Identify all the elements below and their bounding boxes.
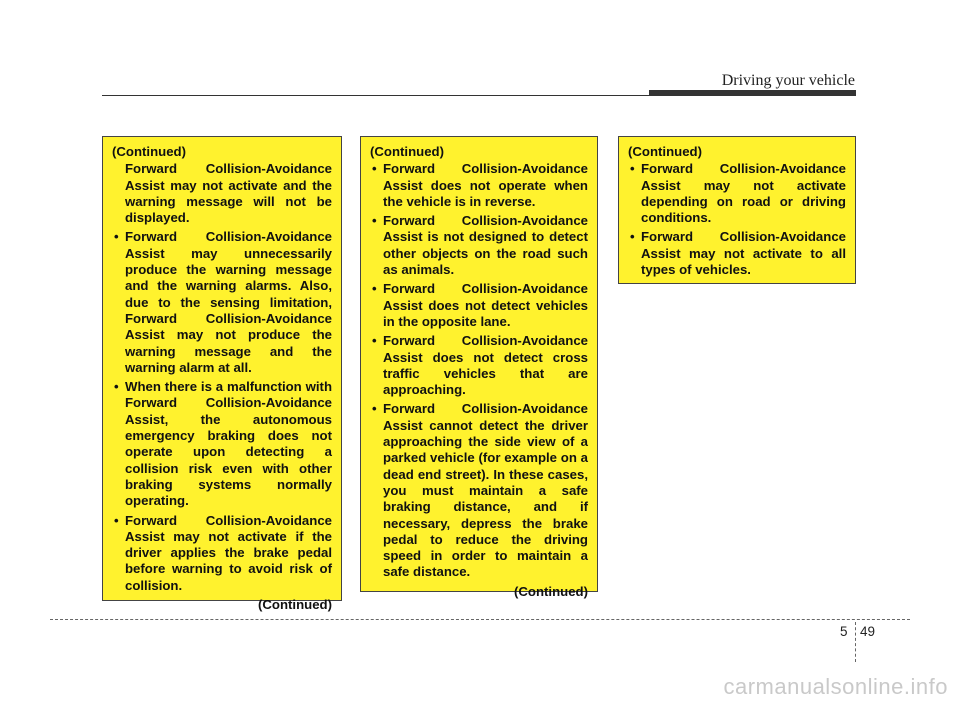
continued-label: (Continued) [628,144,702,159]
watermark: carmanualsonline.info [723,674,948,699]
list-item-text: Forward Collision-Avoidance Assist may not activate depending on road or driving conditions. [641,161,846,226]
bullet-icon: • [372,401,377,417]
list-item [628,161,846,226]
continued-label: (Continued) [112,144,186,159]
bullet-icon: • [372,161,377,177]
footer-rule [50,619,910,620]
bullet-icon: • [114,379,119,395]
list-item [112,229,332,376]
list-item [112,513,332,594]
list-item [370,281,588,330]
list-item-text: Forward Collision-Avoidance Assist does not detect cross traffic vehicles that are approaching. [383,333,588,398]
list-item-text: When there is a malfunction with Forward Collision-Avoidance Assist, the autonomous emergency braking does not operate upon detecting a collision risk even with other braking systems normally operating. [125,379,332,509]
warning-box-3 [618,136,856,284]
warning-box-1 [102,136,342,613]
list-item-text: Forward Collision-Avoidance Assist may not activate if the driver applies the brake pedal before warning to avoid risk of collision. [125,512,332,593]
header-rule-accent [649,90,856,96]
list-item-text: Forward Collision-Avoidance Assist may unnecessarily produce the warning message and the warning alarms. Also, due to the sensing limitation, Forward Collision-Avoidance Assist may not produce the warning message and the warning alarm at all. [125,229,332,375]
continued-label: (Continued) [258,597,332,613]
bullet-icon: • [114,512,119,528]
page-divider [855,622,856,662]
warning-box-2 [360,136,598,599]
bullet-icon: • [630,161,635,177]
bullet-icon: • [372,213,377,229]
list-item [628,229,846,278]
bullet-icon: • [372,333,377,349]
list-item [370,161,588,210]
list-item-text: Forward Collision-Avoidance Assist is not designed to detect other objects on the road such as animals. [383,213,588,278]
list-item [370,333,588,398]
section-title: Driving your vehicle [721,72,855,89]
list-item-text: Forward Collision-Avoidance Assist does not operate when the vehicle is in reverse. [383,161,588,209]
lead-paragraph: Forward Collision-Avoidance Assist may not activate and the warning message will not be displayed. [125,161,332,226]
list-item [112,379,332,509]
bullet-icon: • [372,281,377,297]
list-item-text: Forward Collision-Avoidance Assist cannot detect the driver approaching the side view of a parked vehicle (for example on a dead end street). In these cases, you must maintain a safe braking distance, and if necessary, depress the brake pedal to reduce the driving speed in order to maintain a safe distance. [383,401,588,580]
list-item [370,401,588,580]
list-item-text: Forward Collision-Avoidance Assist may not activate to all types of vehicles. [641,229,846,278]
list-item-text: Forward Collision-Avoidance Assist does not detect vehicles in the opposite lane. [383,281,588,329]
page-number: 49 [860,624,876,639]
continued-label: (Continued) [514,583,588,599]
header-rule [102,95,649,96]
continued-label: (Continued) [370,144,444,159]
chapter-number: 5 [840,624,848,639]
bullet-icon: • [630,229,635,245]
list-item [370,213,588,278]
bullet-icon: • [114,229,119,245]
